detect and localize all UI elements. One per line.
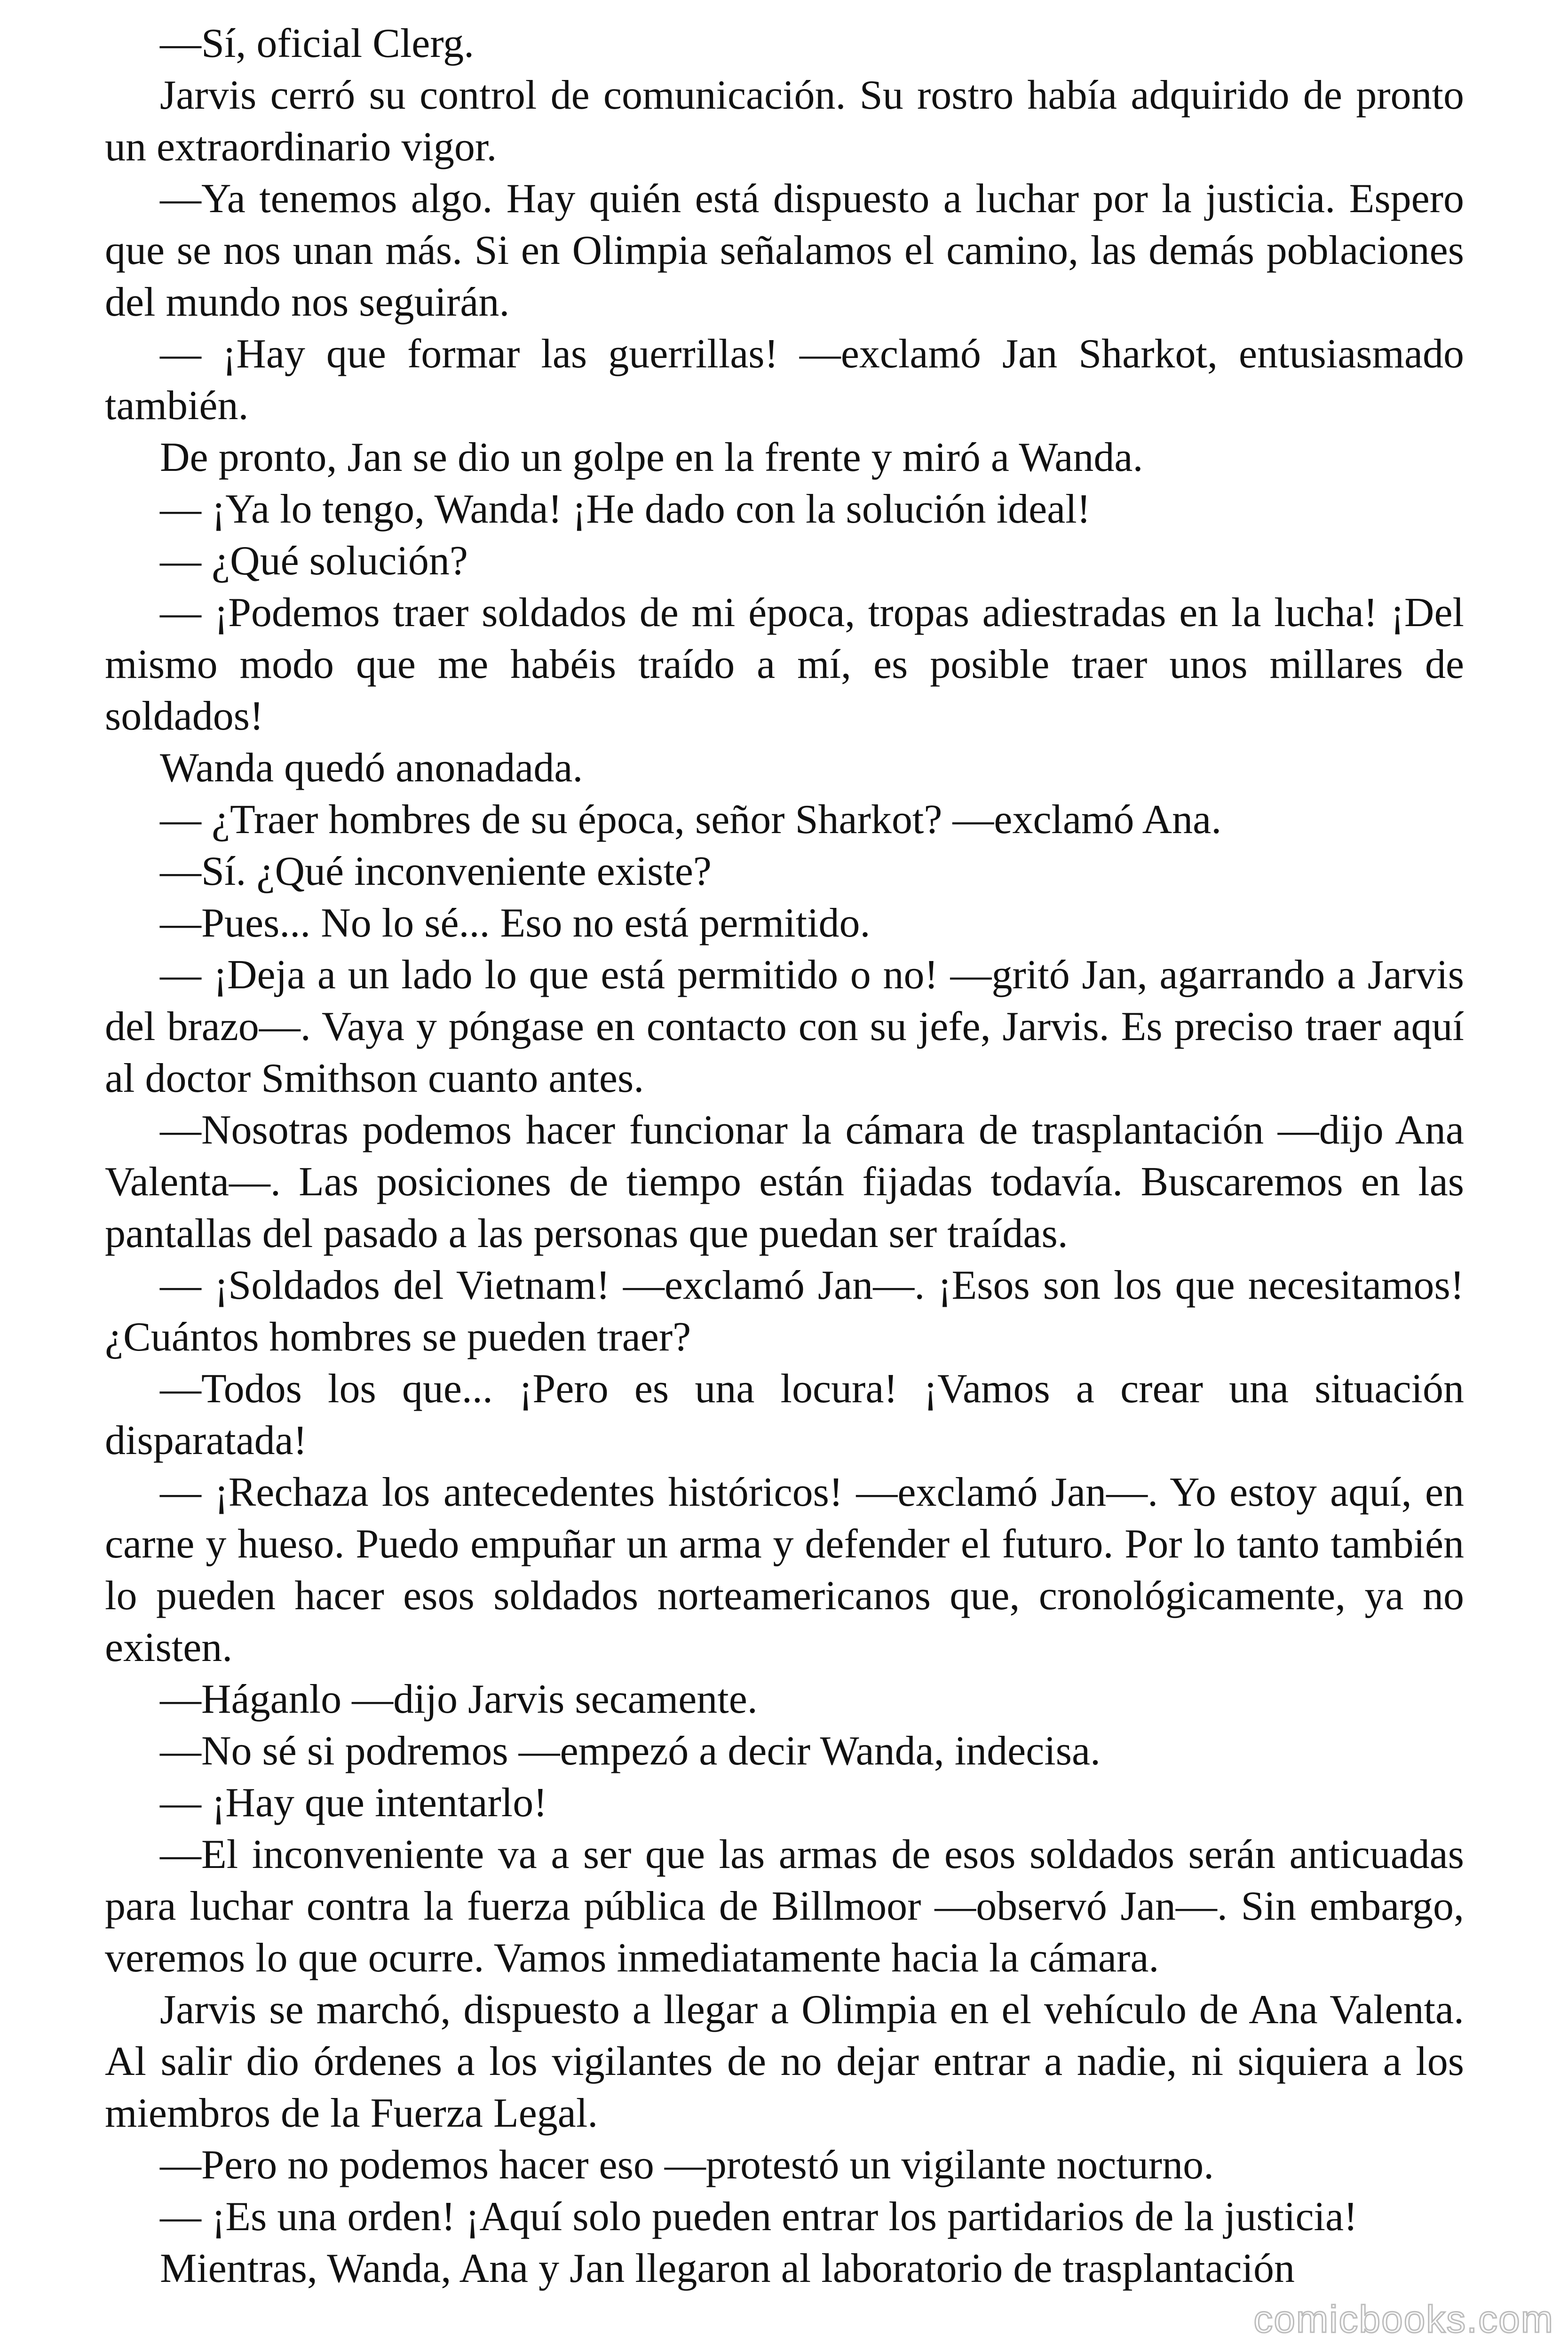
paragraph: —Nosotras podemos hacer funcionar la cámara de trasplantación —dijo Ana Valenta—. Las posiciones de tiempo están fijadas todavía. Buscaremos en las pantallas del pasado a las personas que puedan ser traídas. — [105, 1107, 1464, 1256]
paragraph: —Sí. ¿Qué inconveniente existe? — [160, 849, 712, 894]
paragraph: — ¡Hay que formar las guerrillas! —exclamó Jan Sharkot, entusiasmado también. — [105, 331, 1464, 429]
paragraph: — ¿Qué solución? — [160, 538, 468, 584]
paragraph: —Háganlo —dijo Jarvis secamente. — [160, 1677, 758, 1722]
paragraph: De pronto, Jan se dio un golpe en la frente y miró a Wanda. — [160, 435, 1143, 480]
paragraph: — ¿Traer hombres de su época, señor Sharkot? —exclamó Ana. — [160, 797, 1222, 842]
paragraph: Jarvis se marchó, dispuesto a llegar a Olimpia en el vehículo de Ana Valenta. Al salir dio órdenes a los vigilantes de no dejar entrar a nadie, ni siquiera a los miembros de la Fuerza Legal. — [105, 1987, 1464, 2136]
paragraph: —No sé si podremos —empezó a decir Wanda, indecisa. — [160, 1728, 1101, 1774]
paragraph: Wanda quedó anonadada. — [160, 745, 583, 791]
paragraph: — ¡Es una orden! ¡Aquí solo pueden entrar los partidarios de la justicia! — [160, 2194, 1358, 2240]
paragraph: —Pero no podemos hacer eso —protestó un vigilante nocturno. — [160, 2142, 1214, 2188]
paragraph: — ¡Podemos traer soldados de mi época, tropas adiestradas en la lucha! ¡Del mismo modo que me habéis traído a mí, es posible traer unos millares de soldados! — [105, 590, 1464, 739]
paragraph: — ¡Hay que intentarlo! — [160, 1780, 547, 1826]
paragraph: — ¡Rechaza los antecedentes históricos! —exclamó Jan—. Yo estoy aquí, en carne y hueso. Puedo empuñar un arma y defender el futuro. Por lo tanto también lo pueden hacer esos soldados norteamericanos que, cronológicamente, ya no existen. — [105, 1470, 1464, 1670]
page-body — [105, 18, 1464, 2295]
paragraph: —Sí, oficial Clerg. — [160, 21, 475, 66]
paragraph: —Todos los que... ¡Pero es una locura! ¡Vamos a crear una situación disparatada! — [105, 1366, 1464, 1463]
paragraph: —El inconveniente va a ser que las armas de esos soldados serán anticuadas para luchar contra la fuerza pública de Billmoor —observó Jan—. Sin embargo, veremos lo que ocurre. Vamos inmediatamente hacia la cámara. — [105, 1832, 1464, 1981]
paragraph: — ¡Soldados del Vietnam! —exclamó Jan—. ¡Esos son los que necesitamos! ¿Cuántos hombres se pueden traer? — [105, 1263, 1464, 1360]
paragraph: —Ya tenemos algo. Hay quién está dispuesto a luchar por la justicia. Espero que se nos unan más. Si en Olimpia señalamos el camino, las demás poblaciones del mundo nos seguirán. — [105, 176, 1464, 325]
paragraph: Jarvis cerró su control de comunicación. Su rostro había adquirido de pronto un extraordinario vigor. — [105, 72, 1464, 170]
watermark: comicbooks.com — [1253, 2298, 1554, 2341]
paragraph: —Pues... No lo sé... Eso no está permitido. — [160, 900, 871, 946]
paragraph: — ¡Ya lo tengo, Wanda! ¡He dado con la solución ideal! — [160, 486, 1091, 532]
paragraph: — ¡Deja a un lado lo que está permitido o no! —gritó Jan, agarrando a Jarvis del brazo—. Vaya y póngase en contacto con su jefe, Jarvis. Es preciso traer aquí al doctor Smithson cuanto antes. — [105, 952, 1464, 1101]
paragraph: Mientras, Wanda, Ana y Jan llegaron al laboratorio de trasplantación — [160, 2246, 1295, 2291]
